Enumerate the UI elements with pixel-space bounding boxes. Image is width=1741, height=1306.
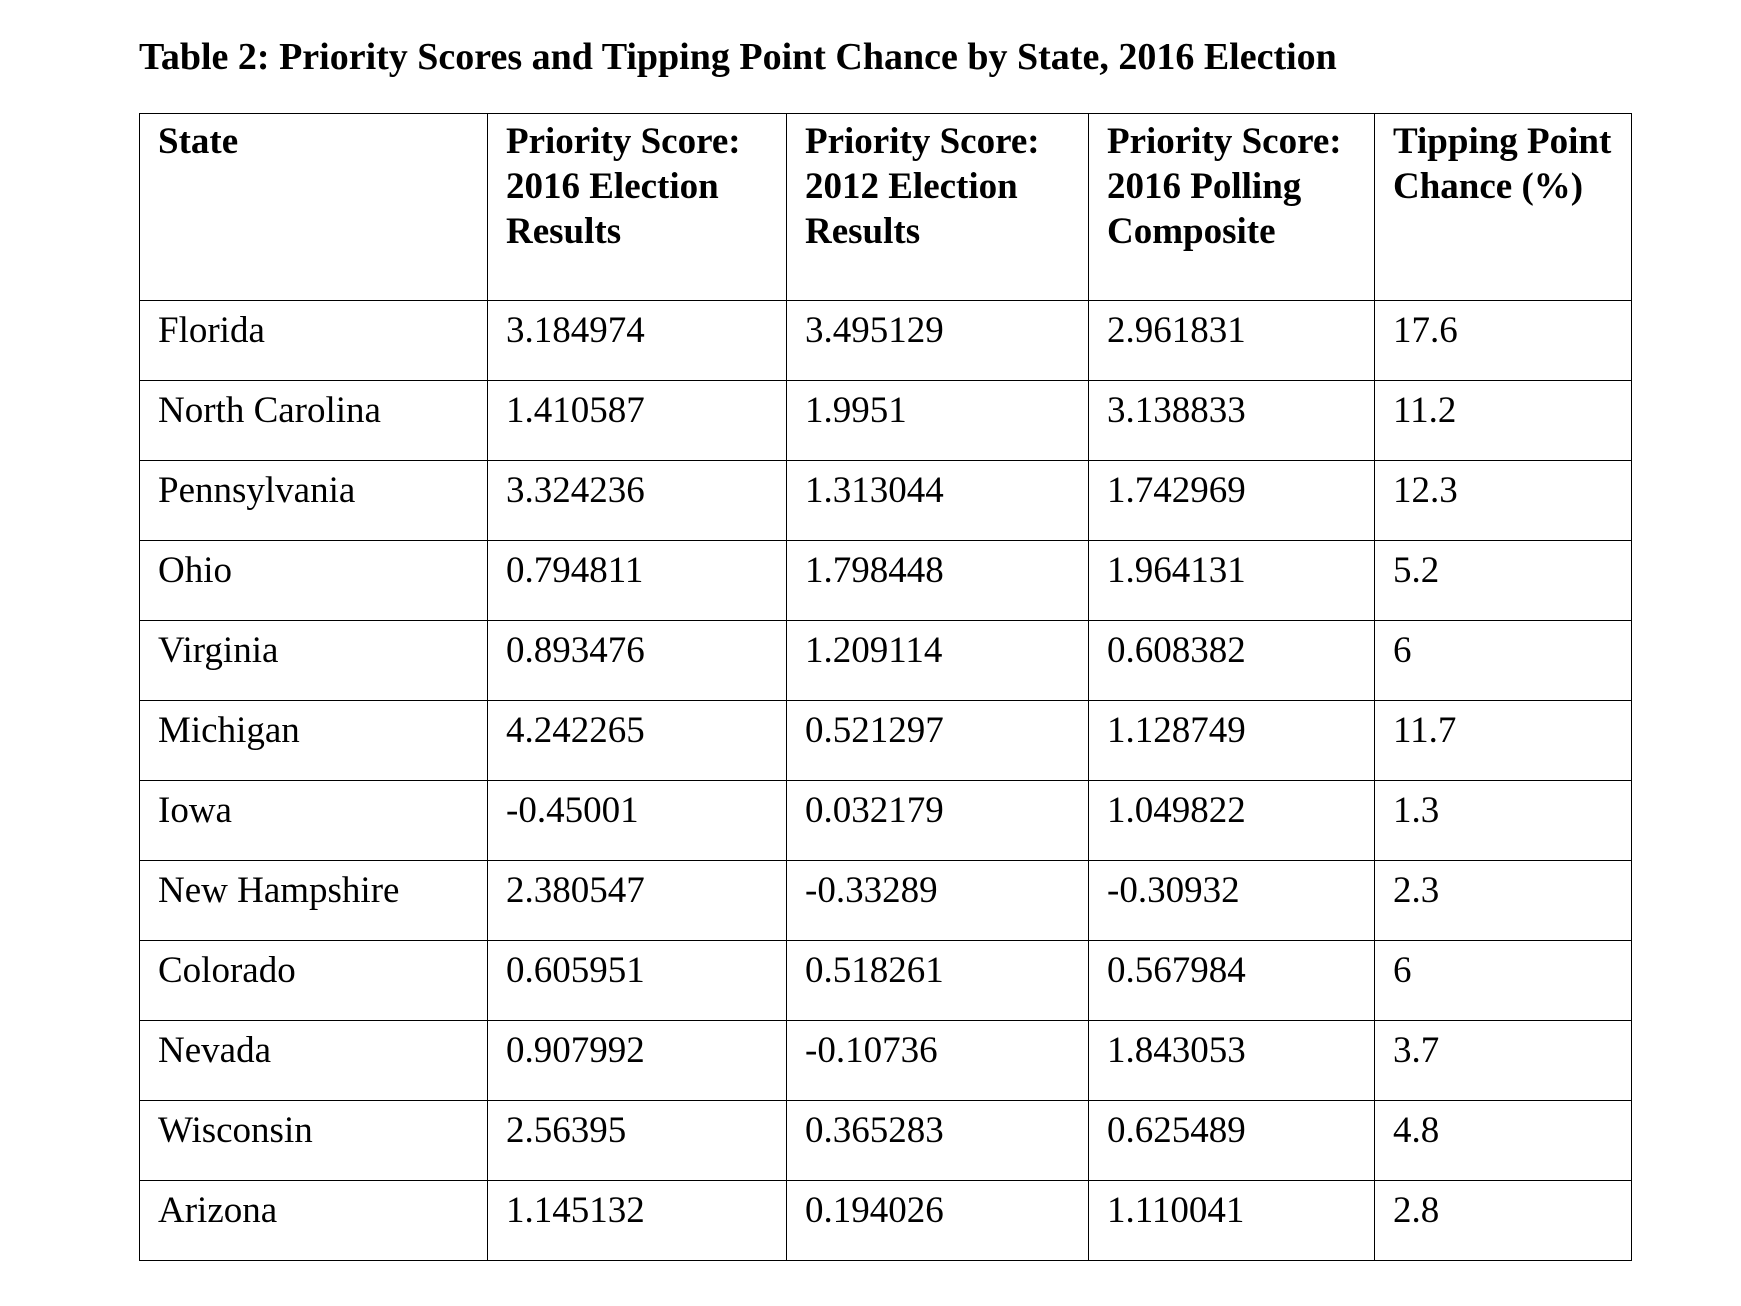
score-2016-cell: 1.410587 — [488, 381, 787, 461]
score-2016-cell: 3.184974 — [488, 301, 787, 381]
score-2012-cell: -0.10736 — [787, 1021, 1089, 1101]
polling-cell: 3.138833 — [1089, 381, 1375, 461]
state-cell: Michigan — [140, 701, 488, 781]
score-2016-cell: 0.794811 — [488, 541, 787, 621]
table-row — [140, 621, 1632, 701]
polling-cell: 1.128749 — [1089, 701, 1375, 781]
table-title: Table 2: Priority Scores and Tipping Point Chance by State, 2016 Election — [139, 36, 1337, 78]
state-cell: Arizona — [140, 1181, 488, 1261]
column-header-2016-polling: Priority Score: 2016 Polling Composite — [1089, 114, 1375, 301]
state-cell: Iowa — [140, 781, 488, 861]
tipping-point-cell: 2.3 — [1375, 861, 1632, 941]
polling-cell: 1.049822 — [1089, 781, 1375, 861]
polling-cell: 1.110041 — [1089, 1181, 1375, 1261]
score-2012-cell: 0.194026 — [787, 1181, 1089, 1261]
score-2012-cell: 1.209114 — [787, 621, 1089, 701]
tipping-point-cell: 1.3 — [1375, 781, 1632, 861]
score-2012-cell: 1.313044 — [787, 461, 1089, 541]
tipping-point-cell: 6 — [1375, 621, 1632, 701]
column-header-2012-election: Priority Score: 2012 Election Results — [787, 114, 1089, 301]
table-row — [140, 861, 1632, 941]
polling-cell: 1.843053 — [1089, 1021, 1375, 1101]
tipping-point-cell: 6 — [1375, 941, 1632, 1021]
score-2016-cell: 3.324236 — [488, 461, 787, 541]
state-cell: Pennsylvania — [140, 461, 488, 541]
tipping-point-cell: 11.2 — [1375, 381, 1632, 461]
polling-cell: 0.567984 — [1089, 941, 1375, 1021]
score-2012-cell: 1.9951 — [787, 381, 1089, 461]
score-2012-cell: 0.521297 — [787, 701, 1089, 781]
table-row — [140, 781, 1632, 861]
tipping-point-cell: 5.2 — [1375, 541, 1632, 621]
score-2012-cell: 1.798448 — [787, 541, 1089, 621]
score-2016-cell: -0.45001 — [488, 781, 787, 861]
state-cell: North Carolina — [140, 381, 488, 461]
priority-scores-table — [139, 113, 1632, 1261]
tipping-point-cell: 17.6 — [1375, 301, 1632, 381]
table-row — [140, 541, 1632, 621]
table-row — [140, 1101, 1632, 1181]
tipping-point-cell: 12.3 — [1375, 461, 1632, 541]
polling-cell: 1.742969 — [1089, 461, 1375, 541]
score-2012-cell: 0.365283 — [787, 1101, 1089, 1181]
state-cell: Wisconsin — [140, 1101, 488, 1181]
polling-cell: 0.625489 — [1089, 1101, 1375, 1181]
score-2012-cell: 0.518261 — [787, 941, 1089, 1021]
state-cell: Nevada — [140, 1021, 488, 1101]
table-row — [140, 381, 1632, 461]
column-header-state: State — [140, 114, 488, 301]
score-2012-cell: 3.495129 — [787, 301, 1089, 381]
table-row — [140, 701, 1632, 781]
state-cell: Virginia — [140, 621, 488, 701]
polling-cell: 2.961831 — [1089, 301, 1375, 381]
score-2016-cell: 0.605951 — [488, 941, 787, 1021]
table-row — [140, 941, 1632, 1021]
polling-cell: 0.608382 — [1089, 621, 1375, 701]
state-cell: New Hampshire — [140, 861, 488, 941]
score-2016-cell: 1.145132 — [488, 1181, 787, 1261]
tipping-point-cell: 11.7 — [1375, 701, 1632, 781]
tipping-point-cell: 3.7 — [1375, 1021, 1632, 1101]
tipping-point-cell: 2.8 — [1375, 1181, 1632, 1261]
state-cell: Ohio — [140, 541, 488, 621]
header-row — [140, 114, 1632, 301]
column-header-tipping-point: Tipping Point Chance (%) — [1375, 114, 1632, 301]
score-2016-cell: 0.893476 — [488, 621, 787, 701]
polling-cell: -0.30932 — [1089, 861, 1375, 941]
score-2016-cell: 4.242265 — [488, 701, 787, 781]
state-cell: Florida — [140, 301, 488, 381]
score-2016-cell: 2.380547 — [488, 861, 787, 941]
table-row — [140, 301, 1632, 381]
score-2016-cell: 0.907992 — [488, 1021, 787, 1101]
tipping-point-cell: 4.8 — [1375, 1101, 1632, 1181]
state-cell: Colorado — [140, 941, 488, 1021]
table-row — [140, 461, 1632, 541]
score-2012-cell: 0.032179 — [787, 781, 1089, 861]
table-row — [140, 1181, 1632, 1261]
polling-cell: 1.964131 — [1089, 541, 1375, 621]
score-2012-cell: -0.33289 — [787, 861, 1089, 941]
score-2016-cell: 2.56395 — [488, 1101, 787, 1181]
column-header-2016-election: Priority Score: 2016 Election Results — [488, 114, 787, 301]
table-row — [140, 1021, 1632, 1101]
